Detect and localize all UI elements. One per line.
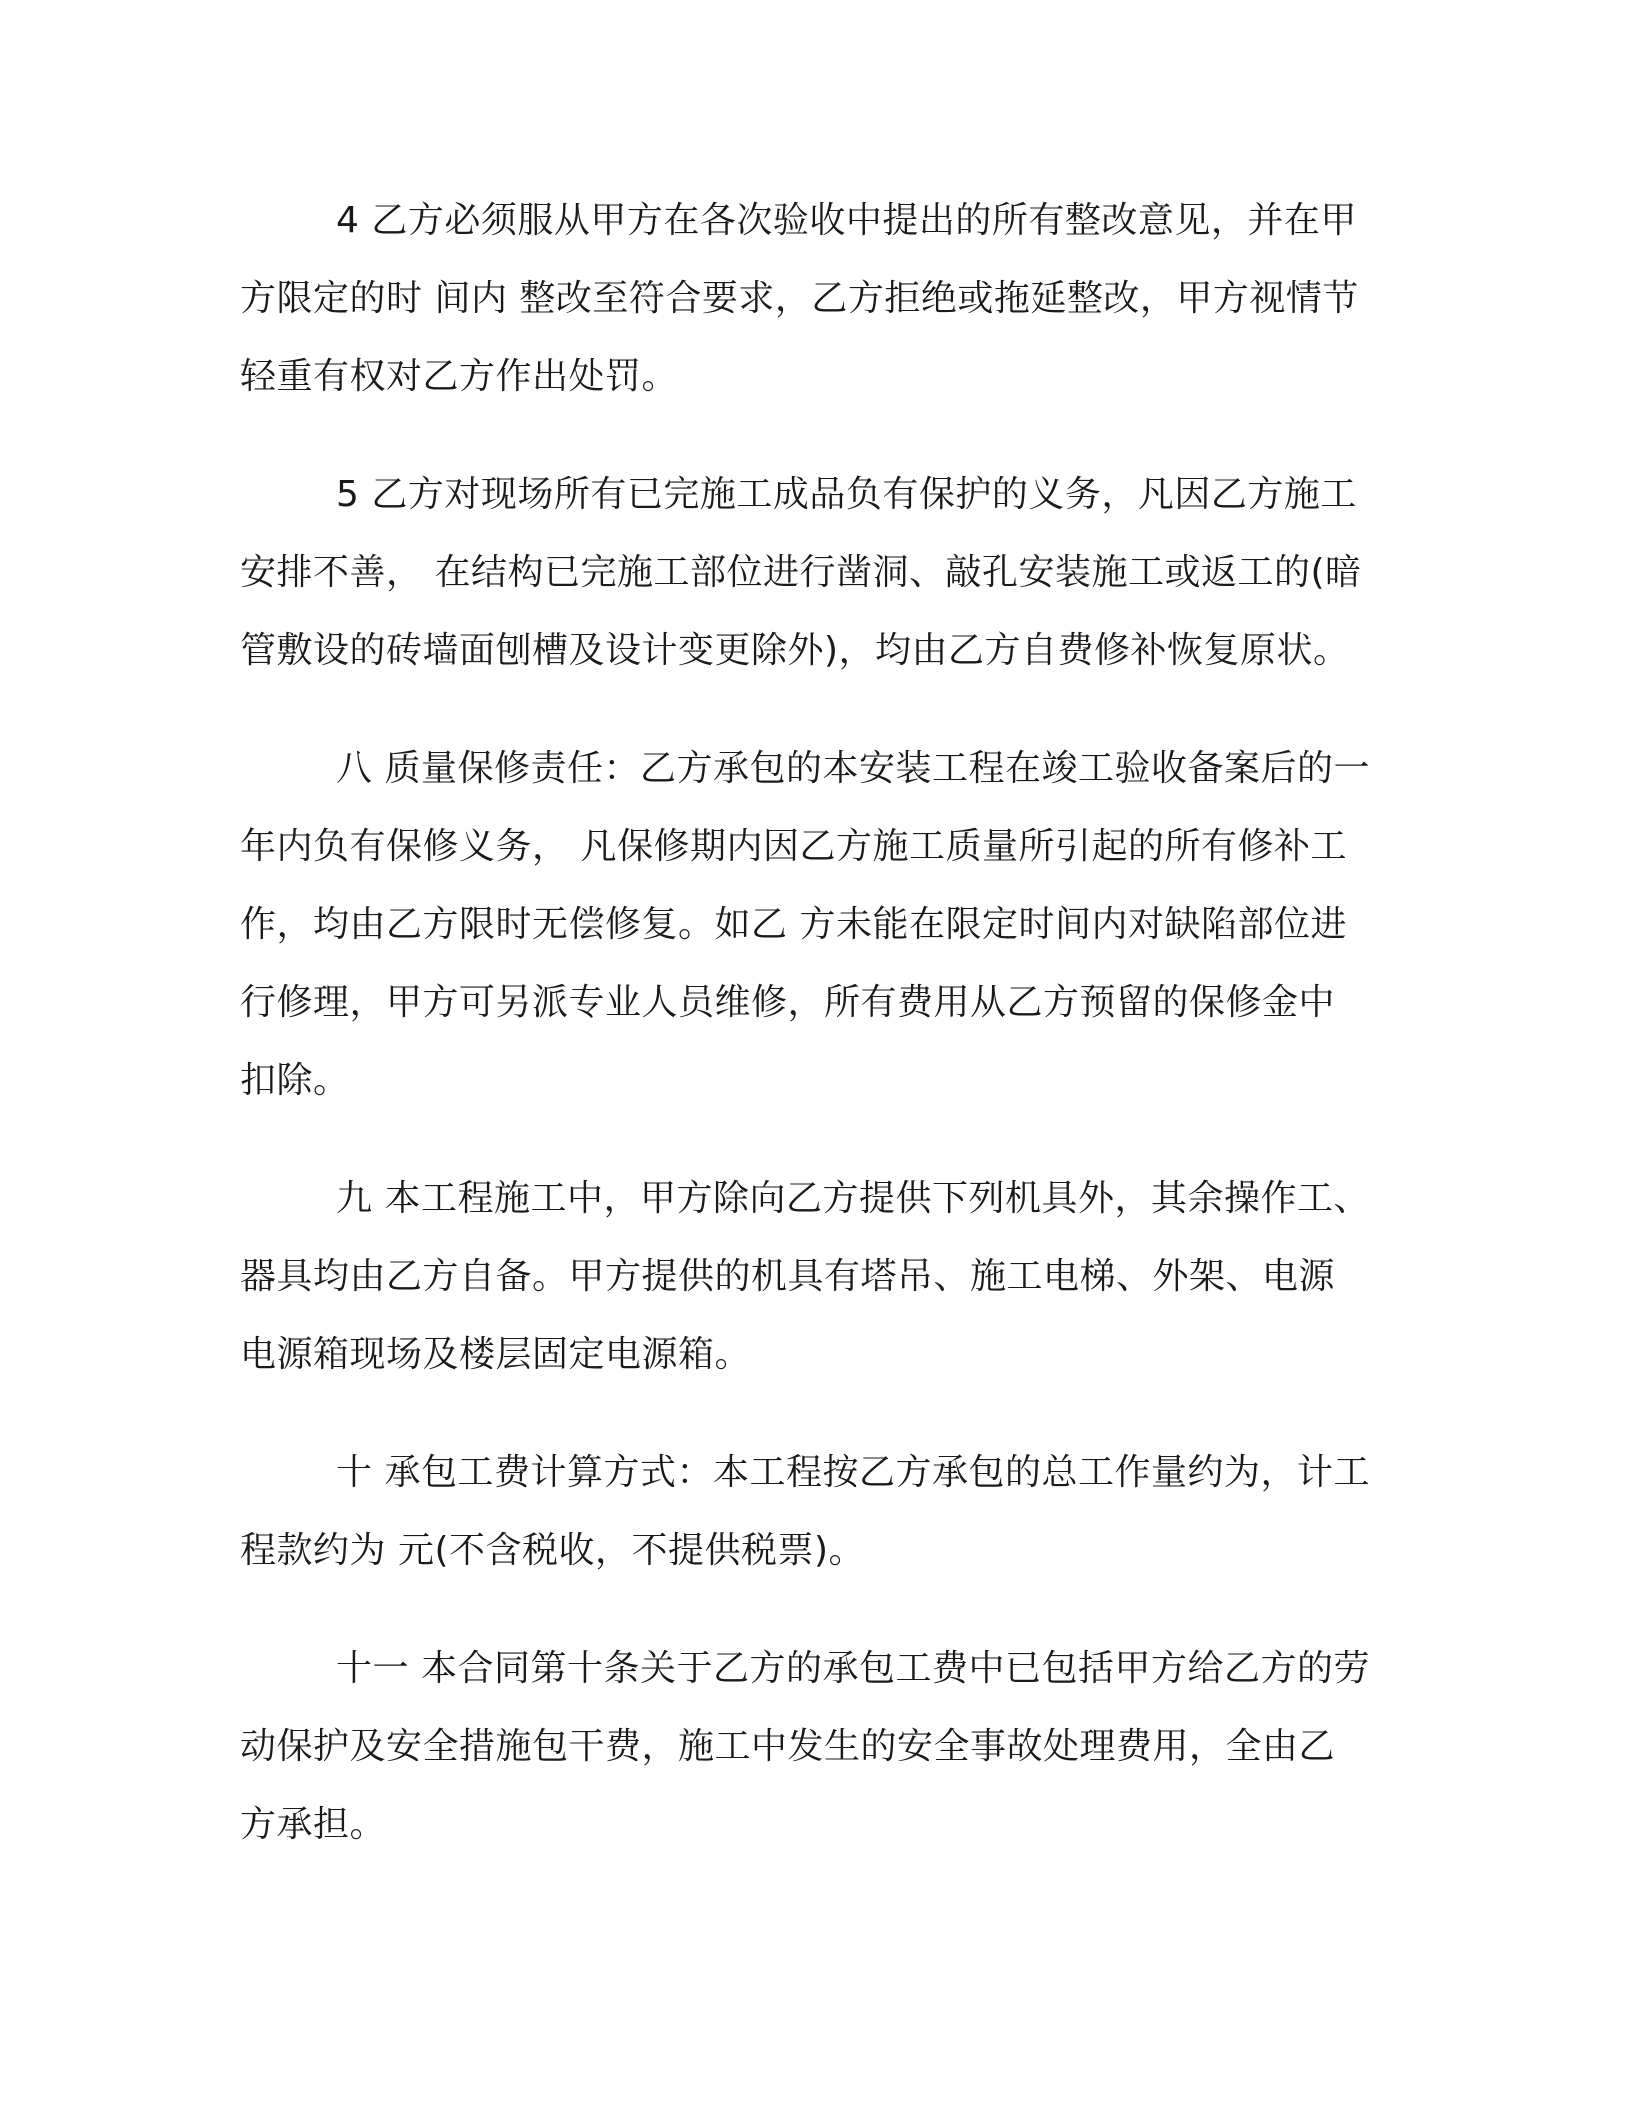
text-line: 作，均由乙方限时无偿修复。如乙 方未能在限定时间内对缺陷部位进	[240, 904, 1347, 945]
text-line: 方限定的时 间内 整改至符合要求，乙方拒绝或拖延整改，甲方视情节	[240, 278, 1359, 319]
paragraph-clause-9	[240, 1160, 1380, 1394]
text-line: 安排不善， 在结构已完施工部位进行凿洞、敲孔安装施工或返工的(暗	[240, 552, 1362, 593]
paragraph-clause-10	[240, 1434, 1380, 1590]
text-line: 器具均由乙方自备。甲方提供的机具有塔吊、施工电梯、外架、电源	[240, 1256, 1336, 1297]
text-line: 4 乙方必须服从甲方在各次验收中提出的所有整改意见，并在甲	[336, 200, 1357, 241]
paragraph-clause-4	[240, 182, 1380, 416]
text-line: 5 乙方对现场所有已完施工成品负有保护的义务，凡因乙方施工	[336, 474, 1357, 515]
text-line: 动保护及安全措施包干费，施工中发生的安全事故处理费用，全由乙	[240, 1726, 1336, 1767]
paragraph-clause-11	[240, 1630, 1380, 1864]
text-line: 管敷设的砖墙面刨槽及设计变更除外)，均由乙方自费修补恢复原状。	[240, 630, 1350, 671]
text-line: 年内负有保修义务， 凡保修期内因乙方施工质量所引起的所有修补工	[240, 826, 1347, 867]
text-line: 九 本工程施工中，甲方除向乙方提供下列机具外，其余操作工、	[336, 1178, 1370, 1219]
text-line: 轻重有权对乙方作出处罚。	[240, 356, 679, 397]
text-line: 十一 本合同第十条关于乙方的承包工费中已包括甲方给乙方的劳	[336, 1648, 1370, 1689]
paragraph-clause-5	[240, 456, 1380, 690]
document-body	[240, 182, 1380, 1904]
text-line: 电源箱现场及楼层固定电源箱。	[240, 1334, 752, 1375]
text-line: 行修理，甲方可另派专业人员维修，所有费用从乙方预留的保修金中	[240, 982, 1336, 1023]
text-line: 方承担。	[240, 1804, 387, 1845]
text-line: 扣除。	[240, 1060, 350, 1101]
text-line: 八 质量保修责任：乙方承包的本安装工程在竣工验收备案后的一	[336, 748, 1370, 789]
paragraph-clause-8	[240, 730, 1380, 1120]
text-line: 十 承包工费计算方式：本工程按乙方承包的总工作量约为，计工	[336, 1452, 1370, 1493]
text-line: 程款约为 元(不含税收，不提供税票)。	[240, 1530, 866, 1571]
